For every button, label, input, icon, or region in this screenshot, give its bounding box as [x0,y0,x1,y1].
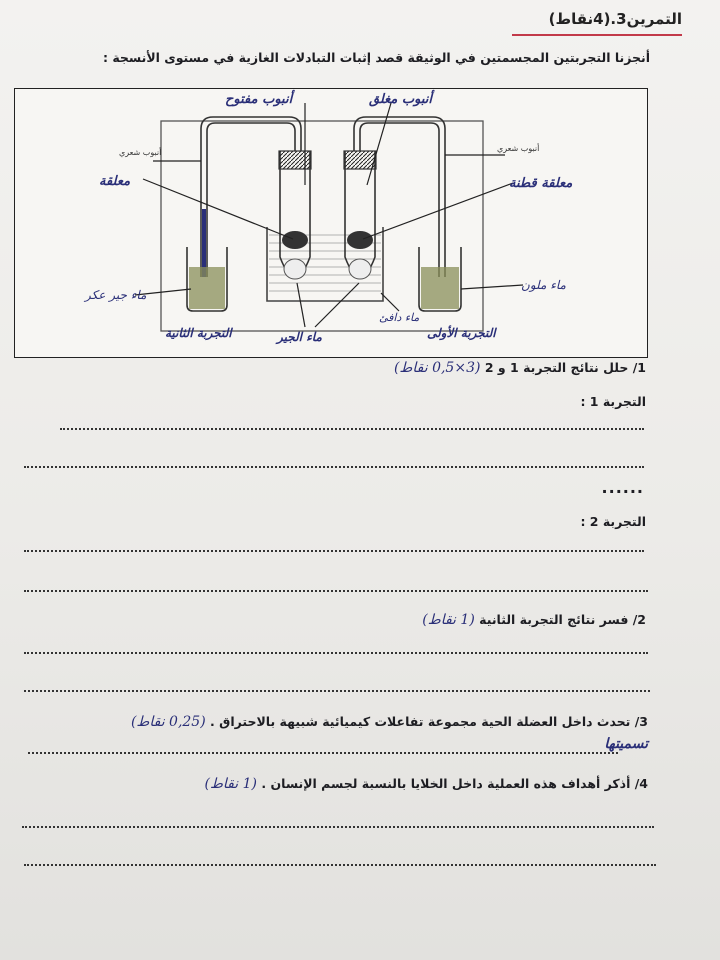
label-capillary-right: أنبوب شعري [497,144,540,153]
question-2-text: 2/ فسر نتائج التجربة الثانية [479,612,646,627]
answer-line [24,690,650,692]
left-limewater-bulb [284,259,306,279]
question-2 [422,612,646,628]
right-test-tube [345,151,375,277]
answer-line [28,752,618,754]
label-mesh-right: معلقة قطنة [509,176,573,191]
exercise-title: التمرين3.(4نقاط) [548,10,682,28]
answer-line-end: ...... [601,478,644,497]
right-capillary [360,123,439,277]
question-1 [394,360,646,376]
label-experiment-1: التجربة الأولى [427,326,496,340]
left-tissue [282,231,308,249]
experiment-2-label: التجربة 2 : [580,514,646,529]
label-warm-water: ماء دافئ [379,311,420,324]
title-underline [512,34,682,36]
answer-line [22,826,654,828]
right-limewater-bulb [349,259,371,279]
left-capillary-outer [201,117,301,277]
label-limewater: ماء الجير [277,330,322,344]
label-top-right: أنبوب مغلق [369,92,433,107]
answer-line [24,466,644,468]
question-2-points: (1 نقاط) [422,612,475,628]
label-experiment-2: التجربة الثانية [165,326,232,340]
answer-line [60,428,644,430]
exercise-intro: أنجزنا التجربتين المجسمتين في الوثيقة قصد إثبات التبادلات الغازية في مستوى الأنسجة : [102,50,650,65]
right-stopper [344,151,376,169]
experiment-diagram [15,89,647,357]
label-capillary-left: أنبوب شعري [119,148,162,157]
question-4 [205,776,649,792]
label-liquid-left: ماء جير عكر [85,288,147,302]
question-3-text: 3/ تحدث داخل العضلة الحية مجموعة تفاعلات كيميائية شبيهة بالاحتراق . [210,714,648,729]
label-mesh-left: معلقة [99,174,131,189]
label-top-left: أنبوب مفتوح [225,92,293,107]
answer-line [24,550,644,552]
question-1-points: (3×0,5 نقاط) [393,360,481,376]
question-3 [131,714,648,730]
question-4-points: (1 نقاط) [204,776,257,792]
experiment-1-label: التجربة 1 : [580,394,646,409]
answer-line [24,652,648,654]
answer-line [24,864,656,866]
left-capillary [207,123,295,277]
question-4-text: 4/ أذكر أهداف هذه العملية داخل الخلايا بالنسبة لجسم الإنسان . [261,776,648,791]
answer-line [24,590,648,592]
right-tissue [347,231,373,249]
right-capillary-outer [354,117,445,277]
question-1-text: 1/ حلل نتائج التجربة 1 و 2 [484,360,646,375]
exercise-header [42,8,682,38]
right-colored-water [421,267,459,309]
left-colored-water [189,267,225,309]
left-stopper [279,151,311,169]
question-3-handwriting: تسميتها [604,736,648,752]
question-3-points: (0,25 نقاط) [130,714,206,730]
label-liquid-right: ماء ملون [521,278,566,292]
experiment-figure [14,88,648,358]
